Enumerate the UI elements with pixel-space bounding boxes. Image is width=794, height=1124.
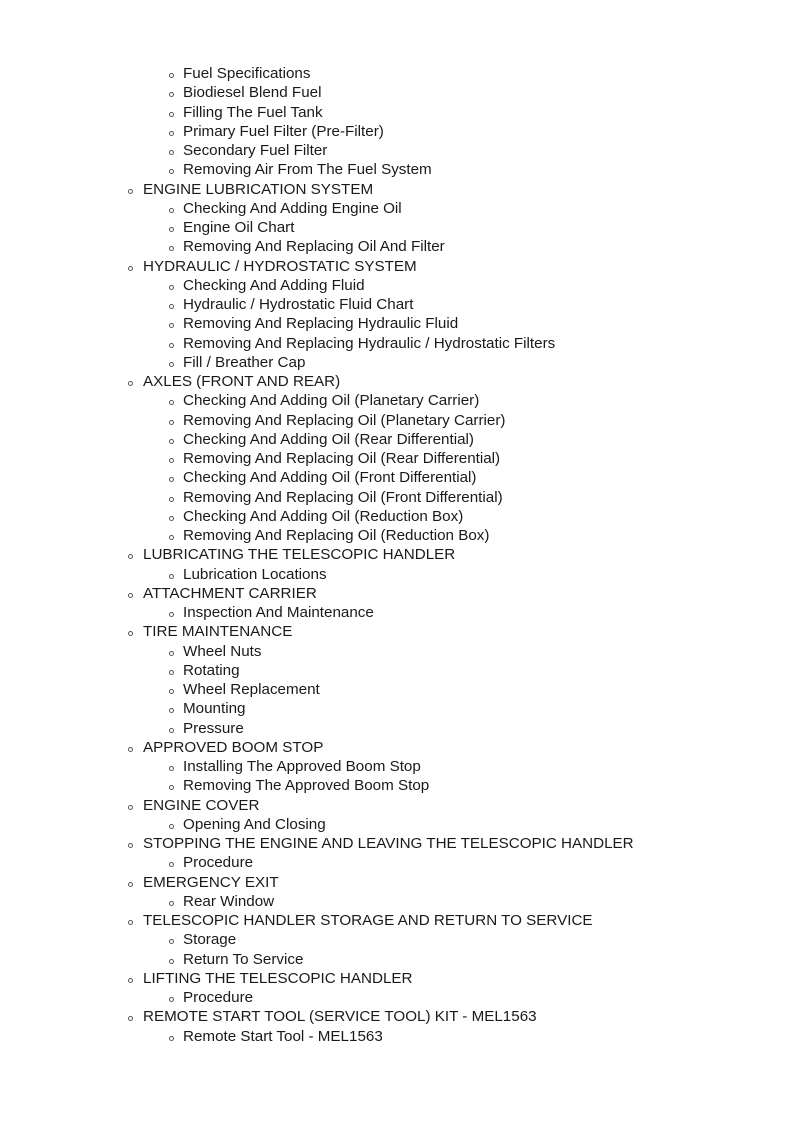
subsection-item-text: Removing And Replacing Oil And Filter	[183, 238, 445, 256]
subsection-item	[0, 160, 794, 179]
section-heading-text: APPROVED BOOM STOP	[143, 738, 324, 756]
bullet-icon	[169, 169, 174, 174]
bullet-icon	[128, 747, 133, 752]
subsection-item-text: Biodiesel Blend Fuel	[183, 84, 322, 102]
subsection-item-text: Removing And Replacing Hydraulic Fluid	[183, 315, 459, 333]
bullet-icon	[169, 939, 174, 944]
subsection-item-text: Installing The Approved Boom Stop	[183, 758, 421, 775]
bullet-icon	[169, 535, 174, 540]
subsection-item	[0, 391, 794, 410]
subsection-item	[0, 950, 794, 969]
subsection-item-text: Removing And Replacing Oil (Planetary Carrier)	[183, 411, 506, 429]
bullet-icon	[169, 458, 174, 463]
subsection-item-text: Checking And Adding Oil (Planetary Carrier)	[183, 392, 480, 410]
subsection-item	[0, 468, 794, 487]
bullet-icon	[169, 285, 174, 290]
subsection-item	[0, 122, 794, 141]
bullet-icon	[169, 901, 174, 906]
subsection-item-text: Checking And Adding Engine Oil	[183, 199, 402, 217]
section-heading	[0, 584, 794, 603]
subsection-item	[0, 757, 794, 776]
section-heading	[0, 1007, 794, 1026]
section-heading	[0, 969, 794, 988]
bullet-icon	[169, 497, 174, 502]
section-heading	[0, 180, 794, 199]
outline-list	[0, 64, 794, 1046]
section-heading-text: LUBRICATING THE TELESCOPIC HANDLER	[143, 546, 456, 564]
subsection-item-text: Removing The Approved Boom Stop	[183, 777, 430, 795]
section-heading-text: ENGINE LUBRICATION SYSTEM	[143, 180, 374, 198]
subsection-item	[0, 661, 794, 680]
subsection-item	[0, 314, 794, 333]
subsection-item	[0, 930, 794, 949]
subsection-item	[0, 815, 794, 834]
bullet-icon	[169, 323, 174, 328]
subsection-item-text: Checking And Adding Oil (Rear Differential)	[183, 430, 474, 448]
subsection-item	[0, 603, 794, 622]
bullet-icon	[128, 1016, 133, 1021]
section-heading-text: LIFTING THE TELESCOPIC HANDLER	[143, 969, 413, 987]
subsection-item	[0, 353, 794, 372]
subsection-item	[0, 1027, 794, 1046]
subsection-item	[0, 680, 794, 699]
bullet-icon	[169, 689, 174, 694]
section-heading	[0, 622, 794, 641]
bullet-icon	[128, 843, 133, 848]
subsection-item-text: Return To Service	[183, 950, 304, 968]
bullet-icon	[169, 420, 174, 425]
subsection-item-text: Checking And Adding Oil (Reduction Box)	[183, 507, 464, 525]
subsection-item	[0, 276, 794, 295]
subsection-item	[0, 776, 794, 795]
subsection-item-text: Checking And Adding Oil (Front Differential)	[183, 469, 477, 487]
subsection-item-text: Fuel Specifications	[183, 65, 311, 82]
section-heading	[0, 796, 794, 815]
bullet-icon	[128, 266, 133, 271]
bullet-icon	[169, 304, 174, 309]
subsection-item	[0, 526, 794, 545]
subsection-item	[0, 565, 794, 584]
bullet-icon	[169, 112, 174, 117]
section-heading	[0, 911, 794, 930]
section-heading-text: EMERGENCY EXIT	[143, 873, 279, 891]
bullet-icon	[128, 189, 133, 194]
subsection-item	[0, 218, 794, 237]
subsection-item	[0, 334, 794, 353]
bullet-icon	[169, 785, 174, 790]
subsection-item	[0, 892, 794, 911]
bullet-icon	[128, 978, 133, 983]
bullet-icon	[169, 131, 174, 136]
subsection-item-text: Opening And Closing	[183, 815, 326, 833]
subsection-item	[0, 988, 794, 1007]
subsection-item-text: Removing And Replacing Oil (Front Differential)	[183, 488, 503, 506]
subsection-item-text: Inspection And Maintenance	[183, 604, 374, 621]
bullet-icon	[169, 612, 174, 617]
subsection-item-text: Mounting	[183, 700, 246, 718]
bullet-icon	[169, 862, 174, 867]
bullet-icon	[169, 73, 174, 78]
subsection-item-text: Rotating	[183, 661, 240, 679]
section-heading-text: TIRE MAINTENANCE	[143, 623, 293, 641]
subsection-item	[0, 719, 794, 738]
bullet-icon	[128, 554, 133, 559]
section-heading	[0, 257, 794, 276]
bullet-icon	[169, 227, 174, 232]
bullet-icon	[169, 208, 174, 213]
bullet-icon	[169, 362, 174, 367]
bullet-icon	[128, 631, 133, 636]
bullet-icon	[169, 516, 174, 521]
bullet-icon	[169, 959, 174, 964]
bullet-icon	[169, 92, 174, 97]
bullet-icon	[169, 997, 174, 1002]
subsection-item-text: Wheel Nuts	[183, 642, 262, 660]
subsection-item-text: Removing Air From The Fuel System	[183, 161, 432, 179]
section-heading-text: ATTACHMENT CARRIER	[143, 584, 317, 602]
bullet-icon	[169, 651, 174, 656]
subsection-item-text: Removing And Replacing Hydraulic / Hydrostatic Filters	[183, 334, 556, 352]
section-heading-text: TELESCOPIC HANDLER STORAGE AND RETURN TO SERVICE	[143, 912, 593, 929]
section-heading	[0, 738, 794, 757]
bullet-icon	[169, 574, 174, 579]
subsection-item	[0, 199, 794, 218]
subsection-item-text: Pressure	[183, 719, 244, 737]
bullet-icon	[169, 439, 174, 444]
bullet-icon	[169, 670, 174, 675]
subsection-item-text: Remote Start Tool - MEL1563	[183, 1027, 383, 1045]
bullet-icon	[128, 593, 133, 598]
subsection-item-text: Checking And Adding Fluid	[183, 276, 365, 294]
subsection-item-text: Primary Fuel Filter (Pre-Filter)	[183, 122, 384, 140]
bullet-icon	[169, 400, 174, 405]
bullet-icon	[169, 708, 174, 713]
bullet-icon	[169, 150, 174, 155]
bullet-icon	[128, 381, 133, 386]
subsection-item	[0, 411, 794, 430]
subsection-item-text: Hydraulic / Hydrostatic Fluid Chart	[183, 296, 414, 313]
section-heading-text: ENGINE COVER	[143, 796, 260, 814]
subsection-item-text: Procedure	[183, 854, 254, 872]
bullet-icon	[128, 805, 133, 810]
bullet-icon	[169, 1036, 174, 1041]
subsection-item-text: Filling The Fuel Tank	[183, 103, 323, 121]
section-heading-text: AXLES (FRONT AND REAR)	[143, 373, 341, 390]
bullet-icon	[128, 920, 133, 925]
section-heading	[0, 372, 794, 391]
section-heading	[0, 834, 794, 853]
section-heading	[0, 545, 794, 564]
subsection-item-text: Lubrication Locations	[183, 565, 327, 583]
subsection-item	[0, 83, 794, 102]
subsection-item-text: Secondary Fuel Filter	[183, 142, 328, 159]
subsection-item	[0, 237, 794, 256]
subsection-item	[0, 853, 794, 872]
subsection-item	[0, 141, 794, 160]
subsection-item	[0, 430, 794, 449]
bullet-icon	[169, 728, 174, 733]
subsection-item	[0, 507, 794, 526]
subsection-item-text: Storage	[183, 931, 237, 949]
subsection-item-text: Engine Oil Chart	[183, 219, 295, 236]
section-heading	[0, 873, 794, 892]
subsection-item	[0, 488, 794, 507]
subsection-item-text: Removing And Replacing Oil (Rear Differential)	[183, 450, 501, 467]
subsection-item-text: Wheel Replacement	[183, 681, 320, 698]
subsection-item-text: Fill / Breather Cap	[183, 353, 306, 371]
bullet-icon	[169, 766, 174, 771]
bullet-icon	[169, 477, 174, 482]
bullet-icon	[128, 882, 133, 887]
subsection-item	[0, 642, 794, 661]
subsection-item	[0, 449, 794, 468]
bullet-icon	[169, 343, 174, 348]
subsection-item	[0, 699, 794, 718]
section-heading-text: HYDRAULIC / HYDROSTATIC SYSTEM	[143, 257, 417, 275]
subsection-item	[0, 64, 794, 83]
subsection-item	[0, 295, 794, 314]
subsection-item-text: Removing And Replacing Oil (Reduction Box)	[183, 527, 490, 544]
section-heading-text: STOPPING THE ENGINE AND LEAVING THE TELESCOPIC HANDLER	[143, 835, 634, 852]
bullet-icon	[169, 246, 174, 251]
subsection-item-text: Procedure	[183, 989, 254, 1006]
section-heading-text: REMOTE START TOOL (SERVICE TOOL) KIT - MEL1563	[143, 1008, 537, 1026]
bullet-icon	[169, 824, 174, 829]
subsection-item-text: Rear Window	[183, 892, 275, 910]
subsection-item	[0, 103, 794, 122]
